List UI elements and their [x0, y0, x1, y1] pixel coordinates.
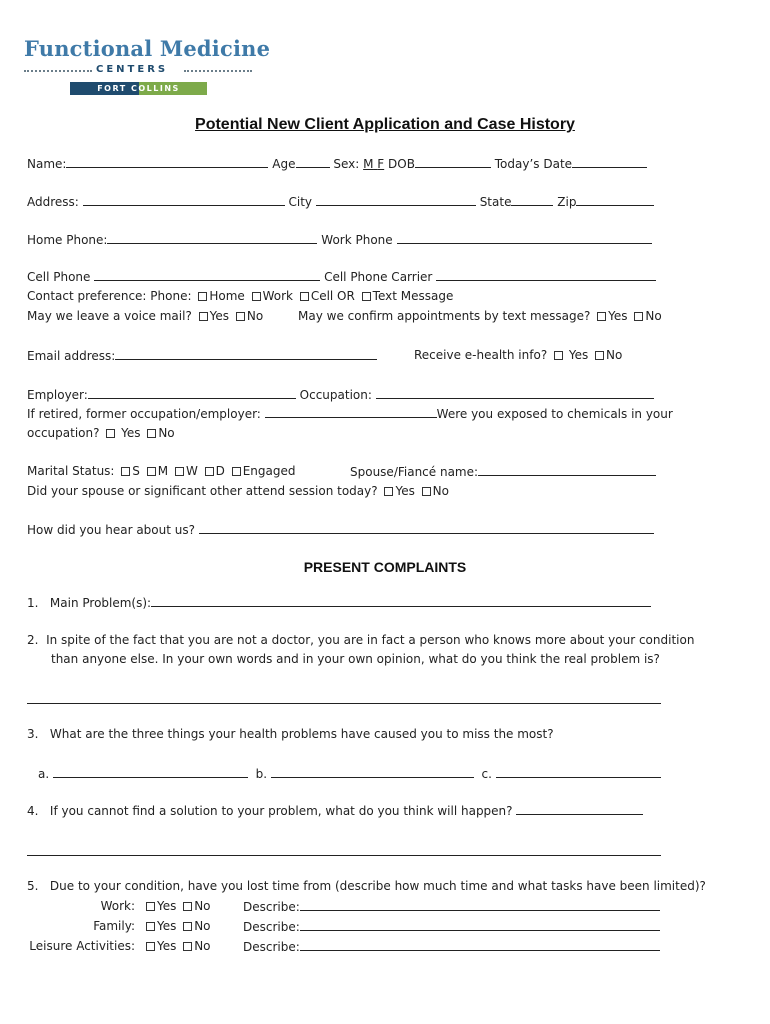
chemicals-question: Were you exposed to chemicals in your [436, 407, 673, 421]
voicemail-no-checkbox[interactable] [236, 312, 245, 321]
cell-phone-label: Cell Phone [27, 270, 91, 284]
question-1-label: Main Problem(s): [49, 596, 152, 610]
todays-date-field[interactable] [572, 155, 647, 168]
home-checkbox[interactable] [198, 292, 207, 301]
marital-s-checkbox[interactable] [121, 467, 130, 476]
answer-c-label: c. [481, 767, 492, 781]
cell-option-label: Cell OR [310, 289, 355, 303]
sex-label: Sex: [333, 157, 360, 171]
describe-label: Describe: [243, 920, 300, 934]
leisure-yes-label: Yes [157, 939, 177, 953]
work-no-label: No [194, 899, 211, 913]
work-phone-label: Work Phone [321, 233, 393, 247]
spouse-name-field[interactable] [478, 463, 656, 476]
home-phone-field[interactable] [107, 231, 317, 244]
ehealth-no-checkbox[interactable] [595, 351, 604, 360]
occupation-label: Occupation: [299, 388, 372, 402]
question-4-field[interactable] [516, 802, 643, 815]
marital-m-checkbox[interactable] [147, 467, 156, 476]
cell-phone-field[interactable] [94, 268, 320, 281]
voicemail-no-label: No [246, 309, 264, 323]
cell-checkbox[interactable] [300, 292, 309, 301]
leisure-describe [243, 938, 660, 955]
dob-label: DOB [388, 157, 415, 171]
marital-row [27, 463, 296, 479]
logo-name: Functional Medicine [24, 36, 271, 61]
spouse-row [350, 463, 656, 480]
zip-label: Zip [557, 195, 577, 209]
zip-field[interactable] [576, 193, 654, 206]
leisure-yes-checkbox[interactable] [146, 942, 155, 951]
name-field[interactable] [66, 155, 268, 168]
answer-b-field[interactable] [271, 765, 474, 778]
describe-label: Describe: [243, 940, 300, 954]
phone-row [27, 231, 652, 248]
email-row [27, 347, 377, 364]
leisure-options [143, 938, 211, 954]
work-no-checkbox[interactable] [183, 902, 192, 911]
voicemail-row [27, 308, 263, 324]
family-no-label: No [194, 919, 211, 933]
marital-status-label: Marital Status: [27, 464, 115, 478]
ehealth-yes-checkbox[interactable] [554, 351, 563, 360]
employer-label: Employer: [27, 388, 88, 402]
ehealth-row [414, 347, 622, 363]
confirm-text-row [298, 308, 662, 324]
confirm-text-no-label: No [645, 309, 662, 323]
employer-row [27, 386, 654, 403]
referral-row [27, 521, 654, 538]
confirm-text-question: May we confirm appointments by text message? [298, 309, 591, 323]
home-option-label: Home [209, 289, 245, 303]
work-label: Work: [100, 899, 135, 913]
describe-label: Describe: [243, 900, 300, 914]
work-phone-field[interactable] [397, 231, 652, 244]
work-checkbox[interactable] [252, 292, 261, 301]
spouse-attend-yes-label: Yes [395, 484, 415, 498]
ehealth-yes-label: Yes [568, 348, 589, 362]
voicemail-question: May we leave a voice mail? [27, 309, 192, 323]
question-4-answer-line[interactable] [27, 855, 661, 856]
family-label: Family: [93, 919, 135, 933]
question-number: 5. [27, 879, 39, 893]
family-describe [243, 918, 660, 935]
chemicals-no-label: No [158, 426, 175, 440]
logo-location-band [70, 82, 207, 95]
dob-field[interactable] [415, 155, 491, 168]
family-options [143, 918, 211, 934]
answer-c-field[interactable] [496, 765, 661, 778]
work-yes-checkbox[interactable] [146, 902, 155, 911]
email-field[interactable] [115, 347, 377, 360]
ehealth-question: Receive e-health info? [414, 348, 548, 362]
family-no-checkbox[interactable] [183, 922, 192, 931]
address-label: Address: [27, 195, 79, 209]
voicemail-yes-checkbox[interactable] [199, 312, 208, 321]
marital-w-label: W [185, 464, 198, 478]
spouse-name-label: Spouse/Fiancé name: [350, 465, 479, 479]
spouse-attend-no-checkbox[interactable] [422, 487, 431, 496]
address-field[interactable] [83, 193, 285, 206]
age-field[interactable] [296, 155, 330, 168]
question-3-answers [38, 765, 661, 782]
logo-centers: CENTERS [96, 64, 169, 75]
family-describe-field[interactable] [300, 918, 660, 931]
retired-row [27, 405, 673, 422]
question-number: 2. [27, 633, 39, 647]
question-3-text: What are the three things your health problems have caused you to miss the most? [49, 727, 554, 741]
spouse-attend-question: Did your spouse or significant other attend session today? [27, 484, 378, 498]
answer-a-label: a. [38, 767, 50, 781]
chemicals-yes-label: Yes [121, 426, 141, 440]
leisure-label: Leisure Activities: [29, 939, 135, 953]
question-number: 1. [27, 596, 39, 610]
cell-row [27, 268, 656, 285]
spouse-attend-row [27, 483, 449, 499]
work-option-label: Work [262, 289, 293, 303]
family-yes-checkbox[interactable] [146, 922, 155, 931]
question-2 [27, 632, 694, 648]
address-row [27, 193, 654, 210]
voicemail-yes-label: Yes [209, 309, 230, 323]
referral-field[interactable] [199, 521, 654, 534]
todays-date-label: Today’s Date [494, 157, 573, 171]
leisure-no-label: No [194, 939, 211, 953]
family-yes-label: Yes [157, 919, 177, 933]
work-yes-label: Yes [157, 899, 177, 913]
chemicals-yes-checkbox[interactable] [106, 429, 115, 438]
home-phone-label: Home Phone: [27, 233, 108, 247]
spouse-attend-yes-checkbox[interactable] [384, 487, 393, 496]
marital-s-label: S [132, 464, 140, 478]
work-options [143, 898, 211, 914]
logo-location: FORT COLLINS [97, 84, 180, 93]
work-describe-field[interactable] [300, 898, 660, 911]
email-label: Email address: [27, 349, 116, 363]
text-message-option-label: Text Message [372, 289, 454, 303]
question-2-answer-line[interactable] [27, 703, 661, 704]
state-field[interactable] [511, 193, 553, 206]
retired-field[interactable] [265, 405, 437, 418]
marital-w-checkbox[interactable] [175, 467, 184, 476]
question-number: 4. [27, 804, 39, 818]
question-3 [27, 726, 554, 742]
answer-b-label: b. [255, 767, 268, 781]
occupation-question: occupation? [27, 426, 100, 440]
state-label: State [479, 195, 512, 209]
city-field[interactable] [316, 193, 476, 206]
logo-divider-left [24, 70, 92, 72]
spouse-attend-no-label: No [432, 484, 449, 498]
age-label: Age [272, 157, 296, 171]
section-heading: PRESENT COMPLAINTS [303, 559, 467, 575]
city-label: City [288, 195, 313, 209]
marital-engaged-checkbox[interactable] [232, 467, 241, 476]
question-5 [27, 878, 706, 894]
answer-a-field[interactable] [53, 765, 248, 778]
ehealth-no-label: No [606, 348, 623, 362]
logo-divider-right [184, 70, 252, 72]
occupation-question-row [27, 425, 175, 441]
confirm-text-yes-label: Yes [608, 309, 628, 323]
cell-carrier-field[interactable] [436, 268, 656, 281]
confirm-text-yes-checkbox[interactable] [597, 312, 606, 321]
referral-label: How did you hear about us? [27, 523, 195, 537]
employer-field[interactable] [88, 386, 296, 399]
document-title: Potential New Client Application and Case History [195, 116, 575, 133]
marital-engaged-label: Engaged [242, 464, 296, 478]
question-4 [27, 802, 643, 819]
contact-preference-row [27, 288, 453, 304]
contact-preference-label: Contact preference: Phone: [27, 289, 192, 303]
retired-label: If retired, former occupation/employer: [27, 407, 261, 421]
occupation-field[interactable] [376, 386, 654, 399]
work-describe [243, 898, 660, 915]
main-problem-field[interactable] [151, 594, 651, 607]
text-message-checkbox[interactable] [362, 292, 371, 301]
chemicals-no-checkbox[interactable] [147, 429, 156, 438]
question-2-text: In spite of the fact that you are not a doctor, you are in fact a person who knows more about your condition [46, 633, 695, 647]
name-label: Name: [27, 157, 67, 171]
marital-d-label: D [215, 464, 225, 478]
leisure-no-checkbox[interactable] [183, 942, 192, 951]
question-1 [27, 594, 651, 611]
name-row [27, 155, 647, 172]
question-4-text: If you cannot find a solution to your problem, what do you think will happen? [49, 804, 513, 818]
question-5-text: Due to your condition, have you lost time from (describe how much time and what tasks have been limited)? [49, 879, 706, 893]
confirm-text-no-checkbox[interactable] [634, 312, 643, 321]
leisure-describe-field[interactable] [300, 938, 660, 951]
sex-option-f[interactable]: F [377, 157, 385, 171]
cell-carrier-label: Cell Phone Carrier [324, 270, 433, 284]
marital-m-label: M [157, 464, 169, 478]
sex-option-m[interactable]: M [363, 157, 374, 171]
marital-d-checkbox[interactable] [205, 467, 214, 476]
question-2-continued: than anyone else. In your own words and in your own opinion, what do you think the real problem is? [51, 652, 660, 666]
question-number: 3. [27, 727, 39, 741]
